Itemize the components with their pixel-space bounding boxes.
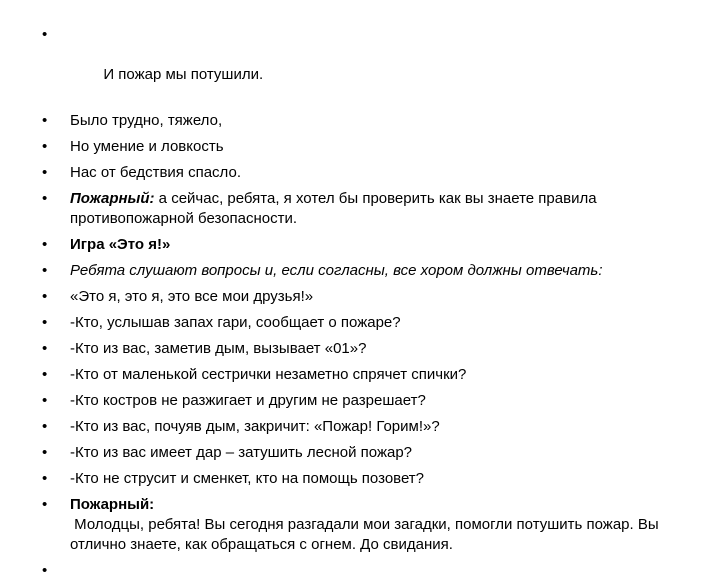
bullet-item bbox=[42, 261, 672, 281]
bullet-item bbox=[42, 235, 672, 255]
bullet-dot: • bbox=[42, 340, 48, 357]
bullet-dot: • bbox=[42, 444, 48, 461]
firefighter-intro-text: а сейчас, ребята, я хотел бы проверить как вы знаете правила противопожарной безопасности. bbox=[70, 190, 597, 227]
bullet-item bbox=[42, 339, 672, 359]
bullet-dot: • bbox=[42, 496, 48, 513]
question-4: -Кто костров не разжигает и другим не разрешает? bbox=[70, 392, 426, 409]
bullet-dot: • bbox=[42, 236, 48, 253]
bullet-list bbox=[42, 25, 672, 579]
speaker-label: Пожарный: bbox=[70, 496, 155, 513]
bullet-dot: • bbox=[42, 366, 48, 383]
bullet-item bbox=[42, 417, 672, 437]
bullet-item bbox=[42, 443, 672, 463]
bullet-item bbox=[42, 137, 672, 157]
bullet-item bbox=[42, 365, 672, 385]
game-answer: «Это я, это я, это все мои друзья!» bbox=[70, 288, 314, 305]
bullet-item bbox=[42, 391, 672, 411]
bullet-item bbox=[42, 111, 672, 131]
bullet-dot: • bbox=[42, 164, 48, 181]
question-5: -Кто из вас, почуяв дым, закричит: «Пожар! Горим!»? bbox=[70, 418, 440, 435]
bullet-dot: • bbox=[42, 562, 48, 579]
bullet-item bbox=[42, 287, 672, 307]
bullet-item bbox=[42, 25, 672, 105]
bullet-dot: • bbox=[42, 470, 48, 487]
firefighter-closing-text: Молодцы, ребята! Вы сегодня разгадали мои загадки, помогли потушить пожар. Вы отлично знаете, как обращаться с огнем. До свидания. bbox=[70, 516, 663, 553]
question-6: -Кто из вас имеет дар – затушить лесной пожар? bbox=[70, 444, 413, 461]
bullet-dot: • bbox=[42, 190, 48, 207]
question-3: -Кто от маленькой сестрички незаметно спрячет спички? bbox=[70, 366, 467, 383]
game-instruction: Ребята слушают вопросы и, если согласны, все хором должны отвечать: bbox=[70, 262, 603, 279]
bullet-dot: • bbox=[42, 112, 48, 129]
bullet-dot: • bbox=[42, 262, 48, 279]
poem-line-3: Но умение и ловкость bbox=[70, 138, 224, 155]
bullet-dot: • bbox=[42, 314, 48, 331]
poem-line-1: И пожар мы потушили. bbox=[95, 66, 264, 83]
question-7: -Кто не струсит и сменкет, кто на помощь позовет? bbox=[70, 470, 425, 487]
game-title: Игра «Это я!» bbox=[70, 236, 171, 253]
question-2: -Кто из вас, заметив дым, вызывает «01»? bbox=[70, 340, 367, 357]
bullet-dot: • bbox=[42, 138, 48, 155]
bullet-item bbox=[42, 469, 672, 489]
bullet-dot: • bbox=[42, 288, 48, 305]
bullet-item bbox=[42, 163, 672, 183]
bullet-dot: • bbox=[42, 392, 48, 409]
bullet-item bbox=[42, 189, 672, 229]
speaker-label: Пожарный: bbox=[70, 190, 155, 207]
bullet-item bbox=[42, 313, 672, 333]
question-1: -Кто, услышав запах гари, сообщает о пожаре? bbox=[70, 314, 401, 331]
bullet-dot: • bbox=[42, 26, 48, 43]
bullet-dot: • bbox=[42, 418, 48, 435]
poem-line-2: Было трудно, тяжело, bbox=[70, 112, 223, 129]
bullet-item bbox=[42, 495, 672, 555]
poem-line-4: Нас от бедствия спасло. bbox=[70, 164, 241, 181]
